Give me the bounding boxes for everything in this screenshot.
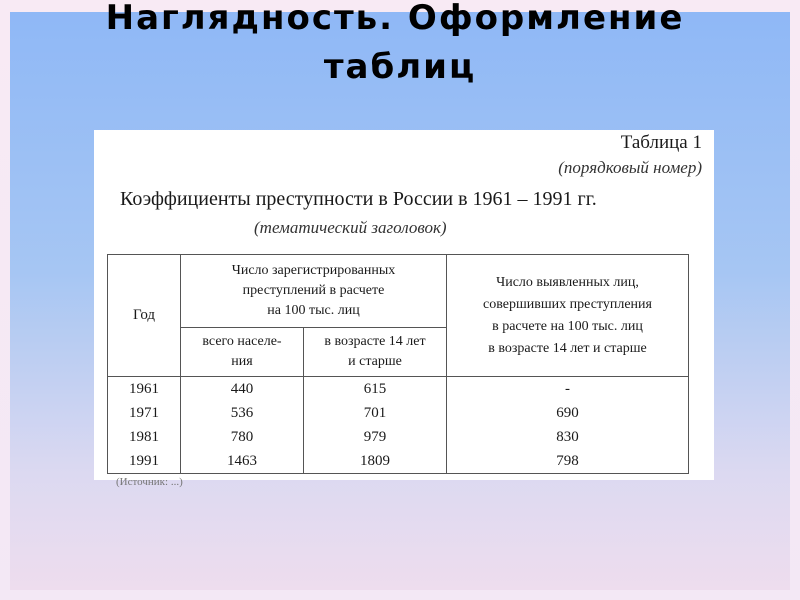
header-identified-line: в расчете на 100 тыс. лиц [492,318,643,334]
cell-identified: - [447,377,689,402]
header-age-14 [304,328,447,377]
cell-age14: 701 [304,401,447,425]
table-header-row [108,255,689,328]
cell-total: 536 [181,401,304,425]
table-number-hint: (порядковый номер) [558,158,702,177]
table-row [108,449,689,474]
slide-title-line-1: Наглядность. Оформление [105,0,685,38]
header-registered-line: на 100 тыс. лиц [267,303,360,318]
table-caption-hint: (тематический заголовок) [254,218,447,237]
cell-age14: 1809 [304,449,447,474]
cell-identified: 798 [447,449,689,474]
cell-identified: 830 [447,425,689,449]
header-total-line: всего населе- [202,334,282,349]
cell-identified: 690 [447,401,689,425]
header-registered-line: Число зарегистрированных [231,263,396,278]
cell-year: 1981 [108,425,181,449]
document-image [94,130,714,488]
header-total-line: ния [231,354,253,369]
header-identified [447,255,689,377]
cell-age14: 979 [304,425,447,449]
table-row [108,401,689,425]
header-registered-group [181,255,447,328]
header-age14-line: и старше [348,354,402,369]
header-identified-line: совершивших преступления [483,296,652,312]
cell-total: 780 [181,425,304,449]
table-footnote: (Источник: ...) [116,476,183,488]
cell-total: 1463 [181,449,304,474]
table-number: Таблица 1 [620,132,702,153]
slide-title [0,0,800,92]
header-year: Год [108,255,181,377]
cell-year: 1961 [108,377,181,402]
cell-year: 1991 [108,449,181,474]
cell-age14: 615 [304,377,447,402]
slide-title-line-2: таблиц [323,47,477,87]
header-identified-line: в возрасте 14 лет и старше [488,340,647,356]
header-total-population [181,328,304,377]
table-row [108,377,689,402]
header-age14-line: в возрасте 14 лет [324,334,426,349]
table-caption: Коэффициенты преступности в России в 1961 – 1991 гг. [120,188,597,210]
header-registered-line: преступлений в расчете [242,283,385,298]
table-row [108,425,689,449]
cell-total: 440 [181,377,304,402]
crime-rate-table [107,254,689,474]
cell-year: 1971 [108,401,181,425]
header-identified-line: Число выявленных лиц, [496,274,639,290]
